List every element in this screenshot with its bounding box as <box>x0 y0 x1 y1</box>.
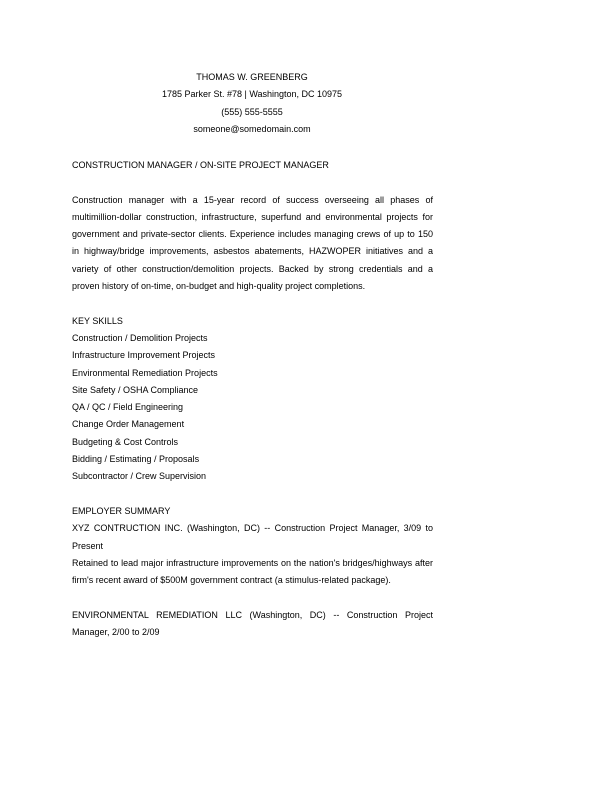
job-title: XYZ CONTRUCTION INC. (Washington, DC) -- Construction Project Manager, 3/09 to Present <box>72 523 433 551</box>
skill-item: Environmental Remediation Projects <box>72 367 218 378</box>
skill-item: Subcontractor / Crew Supervision <box>72 471 207 482</box>
phone: (555) 555-5555 <box>221 106 283 117</box>
job-description: Retained to lead major infrastructure improvements on the nation's bridges/highways after firm's recent award of $500M government contract (a stimulus-related package). <box>72 557 433 586</box>
skill-item: Change Order Management <box>72 419 185 430</box>
skill-item: Infrastructure Improvement Projects <box>72 350 216 361</box>
address: 1785 Parker St. #78 | Washington, DC 10975 <box>161 89 343 100</box>
skills-list <box>72 330 433 486</box>
summary-paragraph: Construction manager with a 15-year record of success overseeing all phases of multimillion-dollar construction, infrastructure, superfund and environmental projects for government and private-sector clients. Experience includes managing crews of up to 150 in highway/bridge improvements, asbestos abatements, HAZWOPER initiatives and a variety of other construction/demolition projects. Backed by strong credentials and a proven history of on-time, on-budget and high-quality project completions. <box>72 194 433 292</box>
objective-title: CONSTRUCTION MANAGER / ON-SITE PROJECT MANAGER <box>72 160 329 170</box>
email: someone@somedomain.com <box>193 123 311 134</box>
skill-item: QA / QC / Field Engineering <box>72 402 184 413</box>
skill-item: Site Safety / OSHA Compliance <box>72 384 199 395</box>
job-title: ENVIRONMENTAL REMEDIATION LLC (Washington, DC) -- Construction Project Manager, 2/00 to 2/09 <box>72 609 433 638</box>
candidate-name: THOMAS W. GREENBERG <box>196 72 308 82</box>
skill-item: Budgeting & Cost Controls <box>72 436 179 447</box>
employment-heading: EMPLOYER SUMMARY <box>72 505 171 516</box>
skills-heading: KEY SKILLS <box>72 315 123 326</box>
resume-body <box>72 157 433 641</box>
skill-item: Bidding / Estimating / Proposals <box>72 454 200 465</box>
skill-item: Construction / Demolition Projects <box>72 332 208 343</box>
contact-header <box>72 71 432 140</box>
